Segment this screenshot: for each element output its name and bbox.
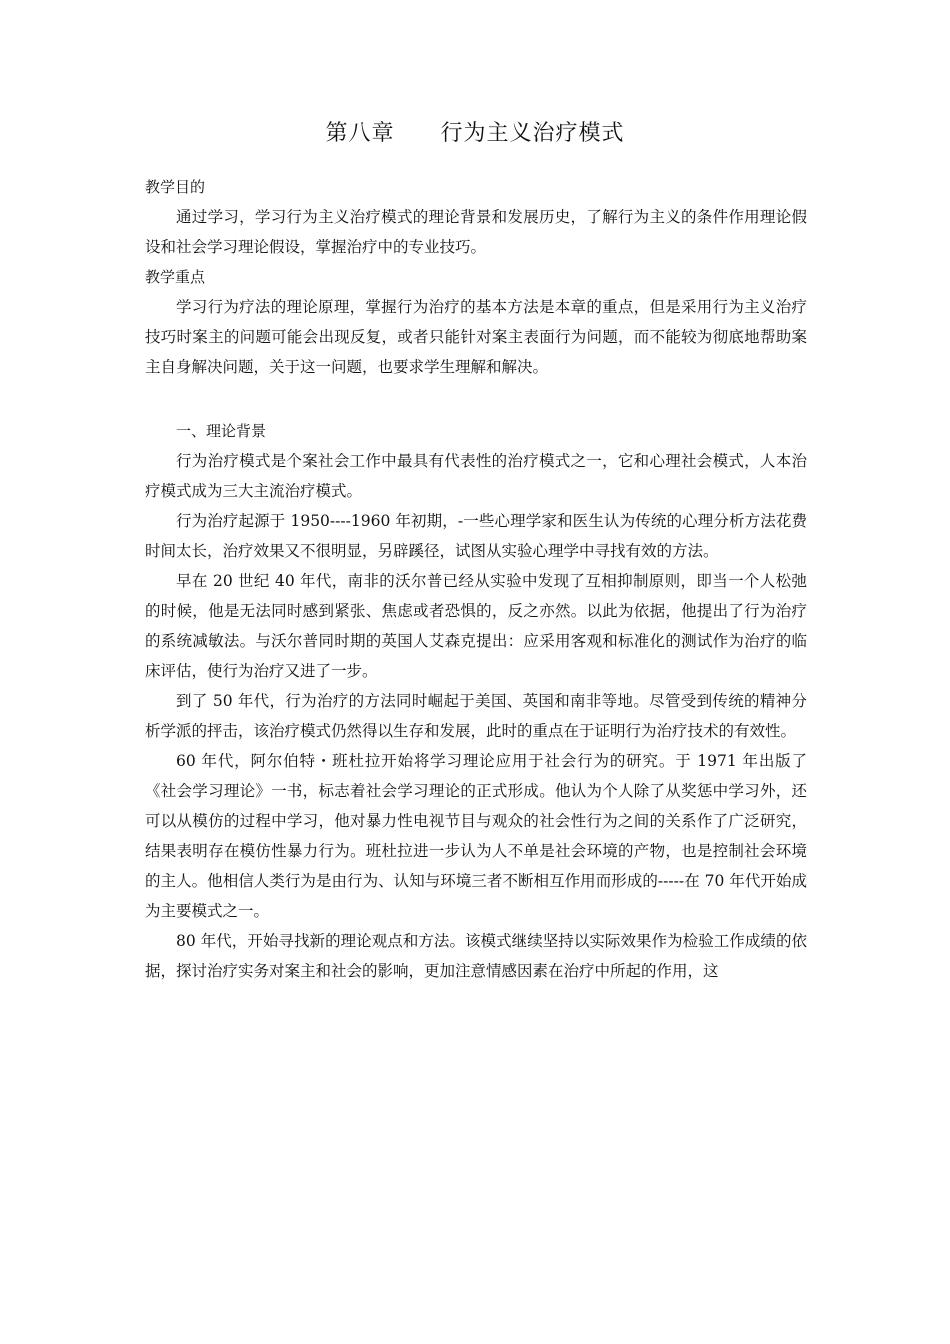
objective-paragraph: 通过学习，学习行为主义治疗模式的理论背景和发展历史，了解行为主义的条件作用理论假设和社会学习理论假设，掌握治疗中的专业技巧。 xyxy=(145,208,807,256)
chapter-title: 第八章 行为主义治疗模式 xyxy=(325,121,625,146)
section-heading: 一、理论背景 xyxy=(176,422,267,440)
body-paragraph: 早在 20 世纪 40 年代，南非的沃尔普已经从实验中发现了互相抑制原则，即当一个人松弛的时候，他是无法同时感到紧张、焦虑或者恐惧的，反之亦然。以此为依据，他提出了行为治疗的系统减敏法。与沃尔普同时期的英国人艾森克提出：应采用客观和标准化的测试作为治疗的临床评估，使行为治疗又进了一步。 xyxy=(145,572,807,680)
objective-heading: 教学目的 xyxy=(145,178,206,196)
document-body xyxy=(145,172,807,986)
body-paragraph: 60 年代，阿尔伯特・班杜拉开始将学习理论应用于社会行为的研究。于 1971 年出版了《社会学习理论》一书，标志着社会学习理论的正式形成。他认为个人除了从奖惩中学习外，还可以从模仿的过程中学习，他对暴力性电视节目与观众的社会性行为之间的关系作了广泛研究，结果表明存在模仿性暴力行为。班杜拉进一步认为人不单是社会环境的产物，也是控制社会环境的主人。他相信人类行为是由行为、认知与环境三者不断相互作用而形成的-----在 70 年代开始成为主要模式之一。 xyxy=(145,752,807,920)
section-spacer xyxy=(145,382,807,416)
body-paragraph: 行为治疗起源于 1950----1960 年初期，-一些心理学家和医生认为传统的心理分析方法花费时间太长，治疗效果又不很明显，另辟蹊径，试图从实验心理学中寻找有效的方法。 xyxy=(145,512,807,560)
body-paragraph: 80 年代，开始寻找新的理论观点和方法。该模式继续坚持以实际效果作为检验工作成绩的依据，探讨治疗实务对案主和社会的影响，更加注意情感因素在治疗中所起的作用，这 xyxy=(145,932,807,980)
focus-heading: 教学重点 xyxy=(145,268,206,286)
body-paragraph: 行为治疗模式是个案社会工作中最具有代表性的治疗模式之一，它和心理社会模式，人本治疗模式成为三大主流治疗模式。 xyxy=(145,452,807,500)
focus-paragraph: 学习行为疗法的理论原理，掌握行为治疗的基本方法是本章的重点，但是采用行为主义治疗技巧时案主的问题可能会出现反复，或者只能针对案主表面行为问题，而不能较为彻底地帮助案主自身解决问题，关于这一问题，也要求学生理解和解决。 xyxy=(145,298,807,376)
body-paragraph: 到了 50 年代，行为治疗的方法同时崛起于美国、英国和南非等地。尽管受到传统的精神分析学派的抨击，该治疗模式仍然得以生存和发展，此时的重点在于证明行为治疗技术的有效性。 xyxy=(145,692,807,740)
